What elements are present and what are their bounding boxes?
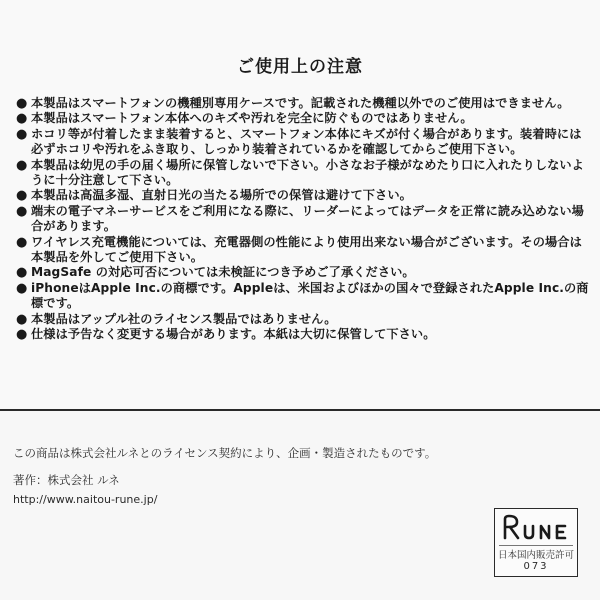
- caution-item-text: 本製品は幼児の手の届く場所に保管しないで下さい。小さなお子様がなめたり口に入れたりしないように十分注意して下さい。: [31, 157, 584, 188]
- caution-list: [16, 96, 590, 343]
- caution-item: [16, 188, 590, 203]
- bullet-icon: ●: [16, 157, 28, 173]
- copyright-line: 著作：株式会社 ルネ: [13, 473, 120, 487]
- bullet-icon: ●: [16, 327, 28, 343]
- caution-item-text: ワイヤレス充電機能については、充電器側の性能により使用出来ない場合がございます。その場合は本製品を外してご使用下さい。: [31, 234, 582, 265]
- bullet-icon: ●: [16, 96, 28, 111]
- caution-item: [16, 127, 590, 158]
- website-url: http://www.naitou-rune.jp/: [13, 493, 158, 506]
- caution-item: [16, 96, 590, 111]
- stamp-divider: [499, 545, 573, 546]
- bullet-icon: ●: [16, 111, 28, 127]
- caution-item-text: MagSafe の対応可否については未検証につき予めご了承ください。: [31, 265, 415, 280]
- caution-item-text: 本製品はスマートフォン本体へのキズや汚れを完全に防ぐものではありません。: [31, 111, 473, 126]
- caution-item: [16, 281, 590, 312]
- caution-item-text: 仕様は予告なく変更する場合があります。本紙は大切に保管して下さい。: [31, 327, 436, 342]
- caution-item-text: ホコリ等が付着したまま装着すると、スマートフォン本体にキズが付く場合があります。装着時には必ずホコリや汚れをふき取り、しっかり装着されているかを確認してからご使用下さい。: [31, 126, 582, 157]
- bullet-icon: ●: [16, 265, 28, 281]
- caution-item-text: iPhoneはApple Inc.の商標です。Appleは、米国およびほかの国々で登録されたApple Inc.の商標です。: [31, 280, 589, 311]
- license-stamp: [494, 508, 578, 577]
- rune-logo-icon: [495, 511, 577, 543]
- caution-item: [16, 204, 590, 235]
- sales-permit-label: 日本国内販売許可: [497, 550, 574, 561]
- caution-item: [16, 111, 590, 126]
- caution-item: [16, 327, 590, 342]
- caution-item-text: 本製品はアップル社のライセンス製品ではありません。: [31, 311, 337, 326]
- page-title: ご使用上の注意: [237, 57, 363, 77]
- bullet-icon: ●: [16, 234, 28, 250]
- bullet-icon: ●: [16, 203, 28, 219]
- caution-item-text: 本製品は高温多湿、直射日光の当たる場所での保管は避けて下さい。: [31, 188, 412, 203]
- caution-item-text: 本製品はスマートフォンの機種別専用ケースです。記載された機種以外でのご使用はできません。: [31, 96, 570, 110]
- caution-item: [16, 158, 590, 189]
- caution-item-text: 端末の電子マネーサービスをご利用になる際に、リーダーによってはデータを正常に読み込めない場合があります。: [31, 203, 584, 234]
- bullet-icon: ●: [16, 280, 28, 296]
- permit-number: 073: [523, 561, 549, 572]
- caution-item: [16, 265, 590, 280]
- caution-item: [16, 312, 590, 327]
- caution-item: [16, 235, 590, 266]
- bullet-icon: ●: [16, 311, 28, 327]
- bullet-icon: ●: [16, 126, 28, 142]
- license-statement: この商品は株式会社ルネとのライセンス契約により、企画・製造されたものです。: [13, 446, 437, 460]
- section-divider: [0, 409, 600, 411]
- bullet-icon: ●: [16, 188, 28, 204]
